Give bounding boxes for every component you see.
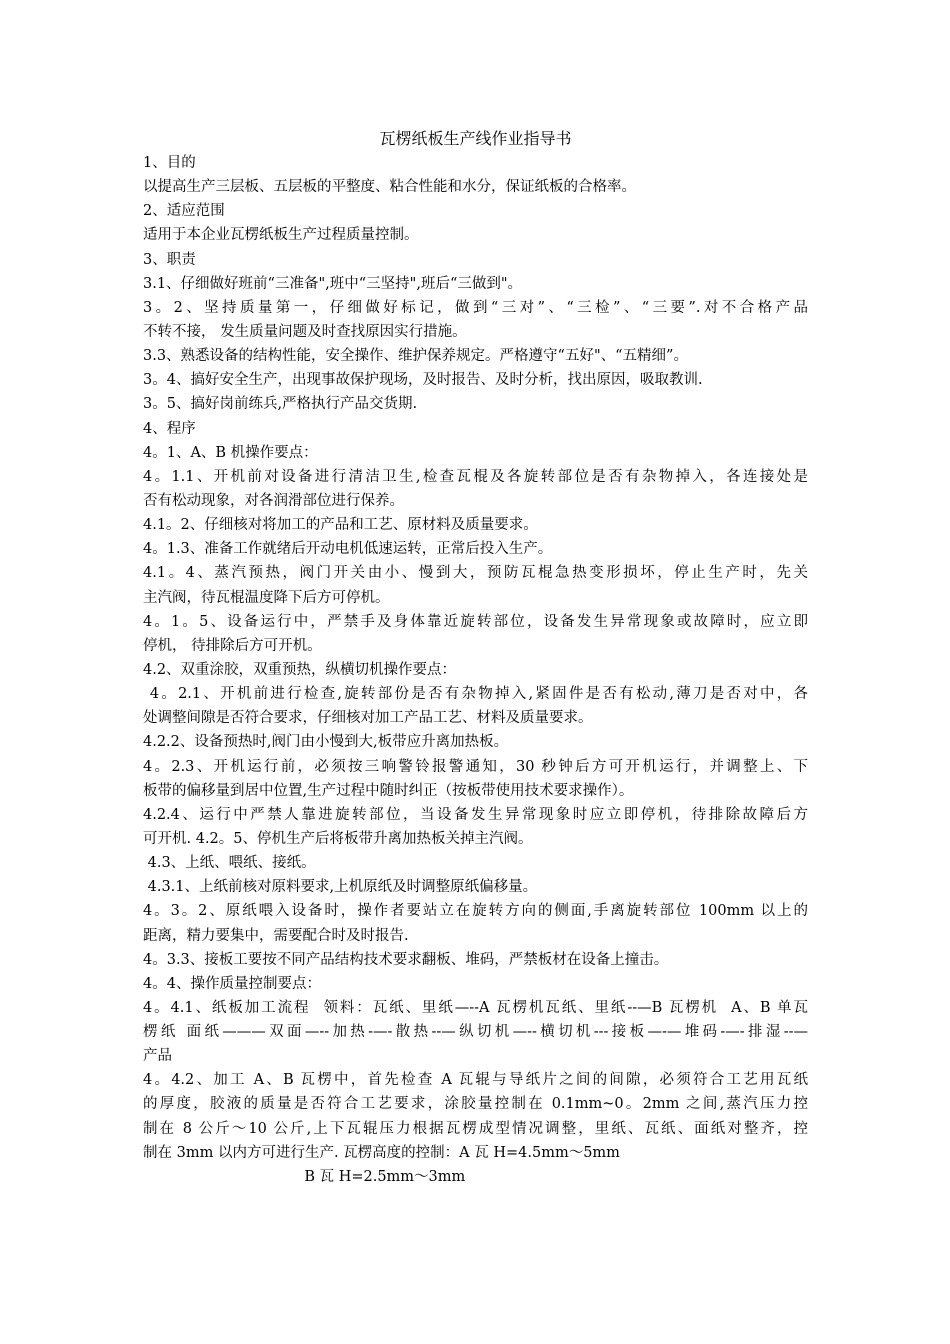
document-line: 1、目的 — [143, 155, 196, 171]
document-line: 4。3.3、接板工要按不同产品结构技术要求翻板、堆码，严禁板材在设备上撞击。 — [143, 951, 669, 968]
document-line: 以提高生产三层板、五层板的平整度、粘合性能和水分，保证纸板的合格率。 — [143, 179, 636, 196]
document-line: 3。2、坚持质量第一，仔细做好标记，做到“三对”、“三检”、“三要”.对不合格产品 — [143, 299, 808, 316]
document-line: 制在 3mm 以内方可进行生产. 瓦楞高度的控制：A 瓦 H=4.5mm～5mm — [143, 1144, 620, 1161]
document-line: 不转不接， 发生质量问题及时查找原因实行措施。 — [143, 323, 467, 340]
document-line: 4.3.1、上纸前核对原料要求,上机原纸及时调整原纸偏移量。 — [143, 879, 538, 896]
document-line: 4。1。5、设备运行中，严禁手及身体靠近旋转部位，设备发生异常现象或故障时，应立即 — [143, 613, 808, 630]
document-line: 3。4、搞好安全生产，出现事故保护现场，及时报告、及时分析，找出原因，吸取教训. — [143, 372, 703, 389]
document-line: 4。1.1、开机前对设备进行清洁卫生,检查瓦棍及各旋转部位是否有杂物掉入，各连接处是 — [143, 468, 808, 485]
document-line: 3.1、仔细做好班前“三准备",班中“三坚持",班后“三做到"。 — [143, 275, 523, 292]
document-line: 3.3、熟悉设备的结构性能，安全操作、维护保养规定。严格遵守“五好"、“五精细”。 — [143, 348, 688, 365]
document-line: 4.2.4、运行中严禁人靠进旋转部位，当设备发生异常现象时应立即停机，待排除故障后方 — [143, 806, 808, 823]
document-line: 处调整间隙是否符合要求，仔细核对加工产品工艺、材料及质量要求。 — [143, 710, 593, 727]
document-line: 4.3、上纸、喂纸、接纸。 — [143, 855, 316, 872]
document-line: 适用于本企业瓦楞纸板生产过程质量控制。 — [143, 227, 419, 244]
document-line: 4。4.2、加工 A、B 瓦楞中，首先检查 A 瓦辊与导纸片之间的间隙，必须符合工艺用瓦纸 — [143, 1072, 808, 1089]
document-line: 4.1。2、仔细核对将加工的产品和工艺、原材料及质量要求。 — [143, 517, 538, 534]
document-line: 板带的偏移量到居中位置,生产过程中随时纠正（按板带使用技术要求操作）。 — [143, 782, 634, 799]
document-line: 3。5、搞好岗前练兵,严格执行产品交货期. — [143, 396, 418, 413]
document-line: 产品 — [143, 1048, 172, 1065]
document-line: 4。4、操作质量控制要点： — [143, 975, 321, 992]
document-line: 可开机. 4.2。5、停机生产后将板带升离加热板关掉主汽阀。 — [143, 830, 533, 847]
document-line: 的厚度，胶液的质量是否符合工艺要求，涂胶量控制在 0.1mm~0。2mm 之间,蒸汽压力控 — [143, 1096, 808, 1113]
document-line: 距离，精力要集中，需要配合时及时报告. — [143, 927, 409, 944]
document-line: 4。1.3、准备工作就绪后开动电机低速运转，正常后投入生产。 — [143, 541, 553, 558]
document-line: 主汽阀，待瓦棍温度降下后方可停机。 — [143, 589, 390, 606]
document-line: 4。4.1、纸板加工流程 领料：瓦纸、里纸—--A 瓦楞机瓦纸、里纸--—B 瓦楞机 A、B 单瓦 — [143, 999, 808, 1016]
document-body — [143, 151, 808, 1189]
document-line: 4。2.3、开机运行前，必须按三响警铃报警通知，30 秒钟后方可开机运行，并调整上、下 — [143, 758, 808, 775]
document-line: B 瓦 H=2.5mm～3mm — [143, 1168, 466, 1185]
document-line: 4。3。2、原纸喂入设备时，操作者要站立在旋转方向的侧面,手离旋转部位 100mm 以上的 — [143, 903, 808, 920]
document-line: 2、适应范围 — [143, 203, 225, 220]
document-title: 瓦楞纸板生产线作业指导书 — [379, 129, 572, 148]
document-line: 4。2.1、开机前进行检查,旋转部份是否有杂物掉入,紧固件是否有松动,薄刀是否对中，各 — [143, 686, 808, 703]
document-line: 否有松动现象，对各润滑部位进行保养。 — [143, 492, 404, 509]
document-line: 4.2.2、设备预热时,阀门由小慢到大,板带应升离加热板。 — [143, 734, 509, 751]
document-line: 3、职责 — [143, 251, 196, 268]
document-line: 4.1。4、蒸汽预热，阀门开关由小、慢到大，预防瓦棍急热变形损坏，停止生产时，先关 — [143, 565, 808, 582]
document-line: 4。1、A、B 机操作要点： — [143, 444, 318, 461]
document-line: 楞纸 面纸———双面—--加热-—-散热--—纵切机—--横切机---接板—-—堆码-—-排湿--— — [143, 1024, 808, 1041]
document-line: 制在 8 公斤～10 公斤,上下瓦辊压力根据瓦楞成型情况调整，里纸、瓦纸、面纸对整齐，控 — [143, 1120, 808, 1137]
document-line: 4.2、双重涂胶，双重预热，纵横切机操作要点： — [143, 661, 457, 678]
document-line: 停机， 待排除后方可开机。 — [143, 637, 322, 654]
document-line: 4、程序 — [143, 420, 196, 437]
